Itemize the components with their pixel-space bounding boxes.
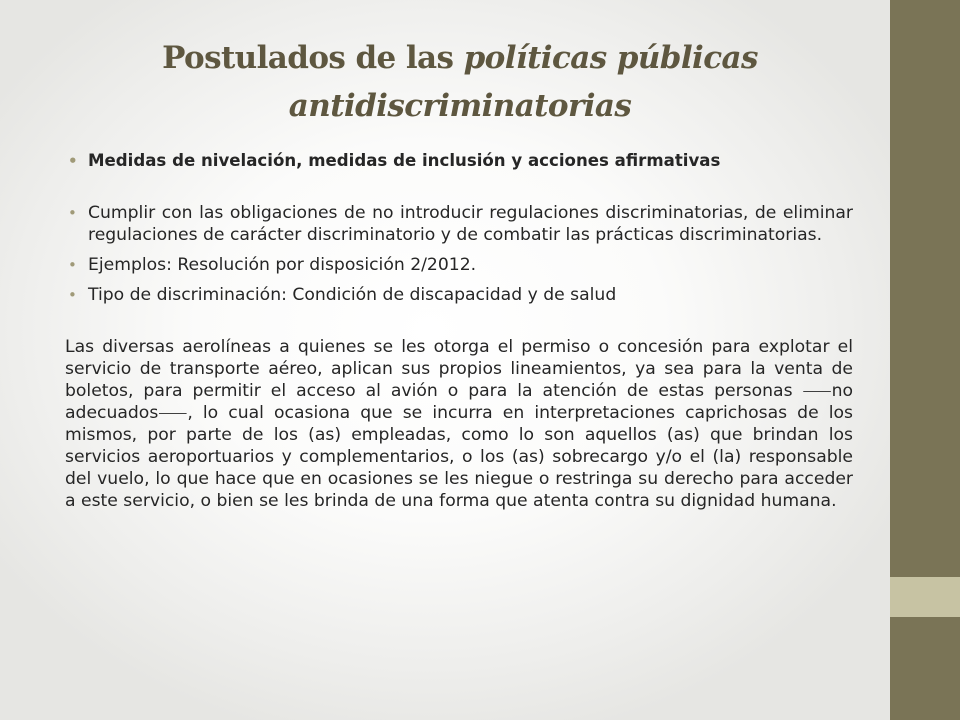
bullet-item: • Ejemplos: Resolución por disposición 2/2012. xyxy=(65,254,853,276)
bullet-item: • Tipo de discriminación: Condición de discapacidad y de salud xyxy=(65,284,853,306)
slide-title xyxy=(60,34,860,130)
title-text: Postulados de las xyxy=(162,40,464,76)
right-accent-band-highlight xyxy=(890,577,960,617)
slide-body xyxy=(65,150,853,512)
bullet-item: • Cumplir con las obligaciones de no introducir regulaciones discriminatorias, de eliminar regulaciones de carácter discriminatorio y de combatir las prácticas discriminatorias. xyxy=(65,202,853,246)
bullet-item: • Medidas de nivelación, medidas de inclusión y acciones afirmativas xyxy=(65,150,853,172)
title-italic-text: políticas públicas antidiscriminatorias xyxy=(288,40,758,124)
bullet-list xyxy=(65,150,853,306)
body-paragraph: Las diversas aerolíneas a quienes se les otorga el permiso o concesión para explotar el servicio de transporte aéreo, aplican sus propios lineamientos, ya sea para la venta de boletos, para permitir el acceso al avión o para la atención de estas personas ⸺no adecuados⸺, lo cual ocasiona que se incurra en interpretaciones caprichosas de los mismos, por parte de los (as) empleadas, como lo son aquellos (as) que brindan los servicios aeroportuarios y complementarios, o los (as) sobrecargo y/o el (la) responsable del vuelo, lo que hace que en ocasiones se les niegue o restringa su derecho para acceder a este servicio, o bien se les brinda de una forma que atenta contra su dignidad humana. xyxy=(65,337,853,511)
